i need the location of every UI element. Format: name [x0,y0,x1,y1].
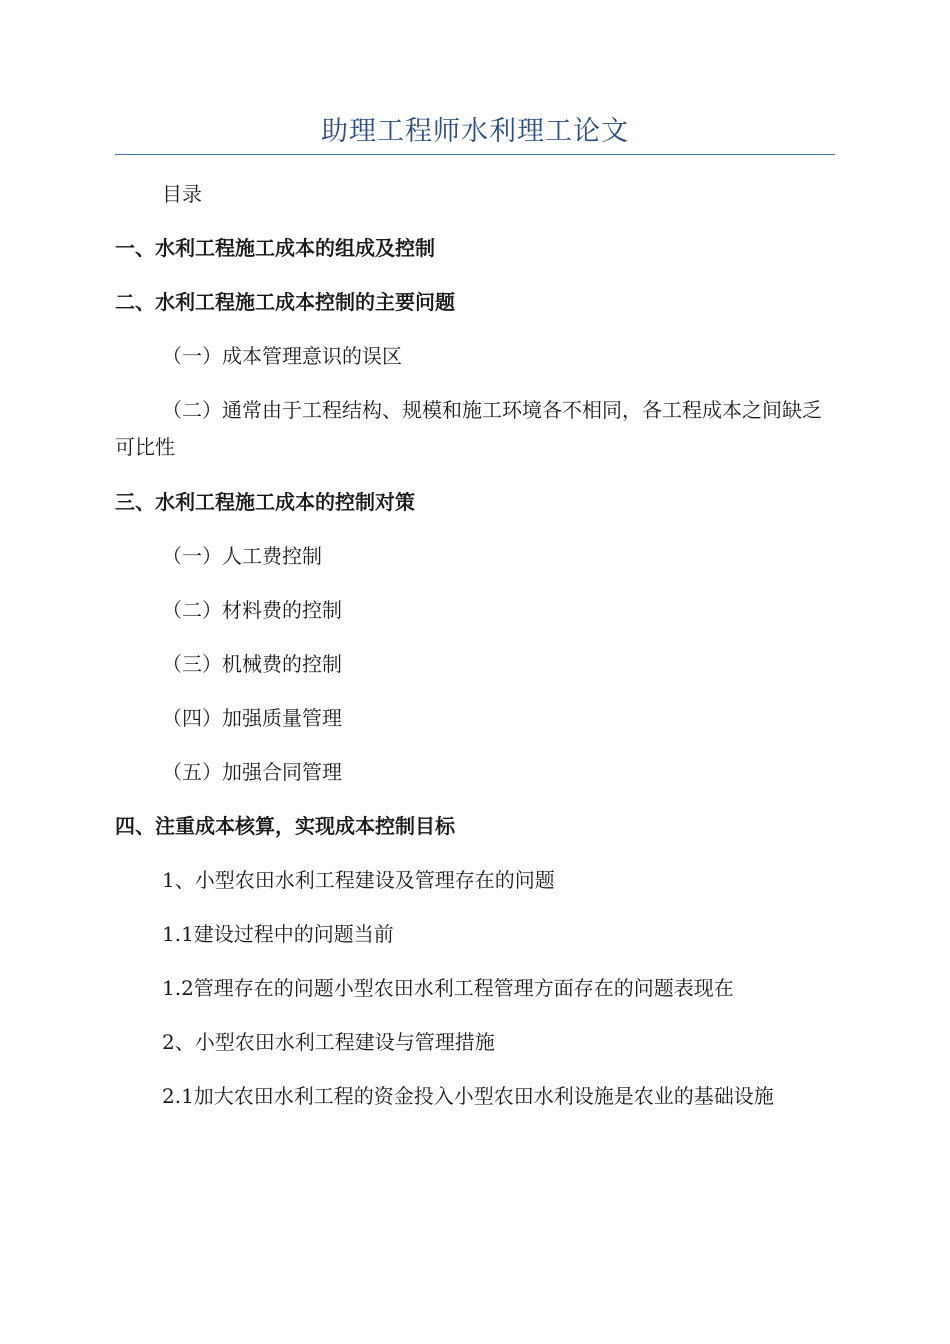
toc-heading-4: 四、注重成本核算，实现成本控制目标 [115,814,455,838]
document-title: 助理工程师水利理工论文 [321,116,629,147]
toc-item: （一）人工费控制 [162,544,322,568]
toc-heading-3: 三、水利工程施工成本的控制对策 [115,490,415,514]
toc-item: （五）加强合同管理 [162,760,342,784]
toc-item: 2、小型农田水利工程建设与管理措施 [162,1030,495,1054]
toc-item: （四）加强质量管理 [162,706,342,730]
toc-item: （二）材料费的控制 [162,598,342,622]
toc-item-wrapped: （二）通常由于工程结构、规模和施工环境各不相同，各工程成本之间缺乏可比性 [115,398,822,459]
toc-heading-2: 二、水利工程施工成本控制的主要问题 [115,290,455,314]
toc-item: （三）机械费的控制 [162,652,342,676]
toc-heading-1: 一、水利工程施工成本的组成及控制 [115,236,435,260]
toc-item: 1.2管理存在的问题小型农田水利工程管理方面存在的问题表现在 [162,976,734,1000]
toc-item-wrapped: 2.1加大农田水利工程的资金投入小型农田水利设施是农业的基础设施 [162,1084,774,1108]
toc-label: 目录 [162,182,202,206]
toc-item: 1、小型农田水利工程建设及管理存在的问题 [162,868,555,892]
toc-item: 1.1建设过程中的问题当前 [162,922,394,946]
title-divider [115,154,835,155]
toc-item: （一）成本管理意识的误区 [162,344,402,368]
